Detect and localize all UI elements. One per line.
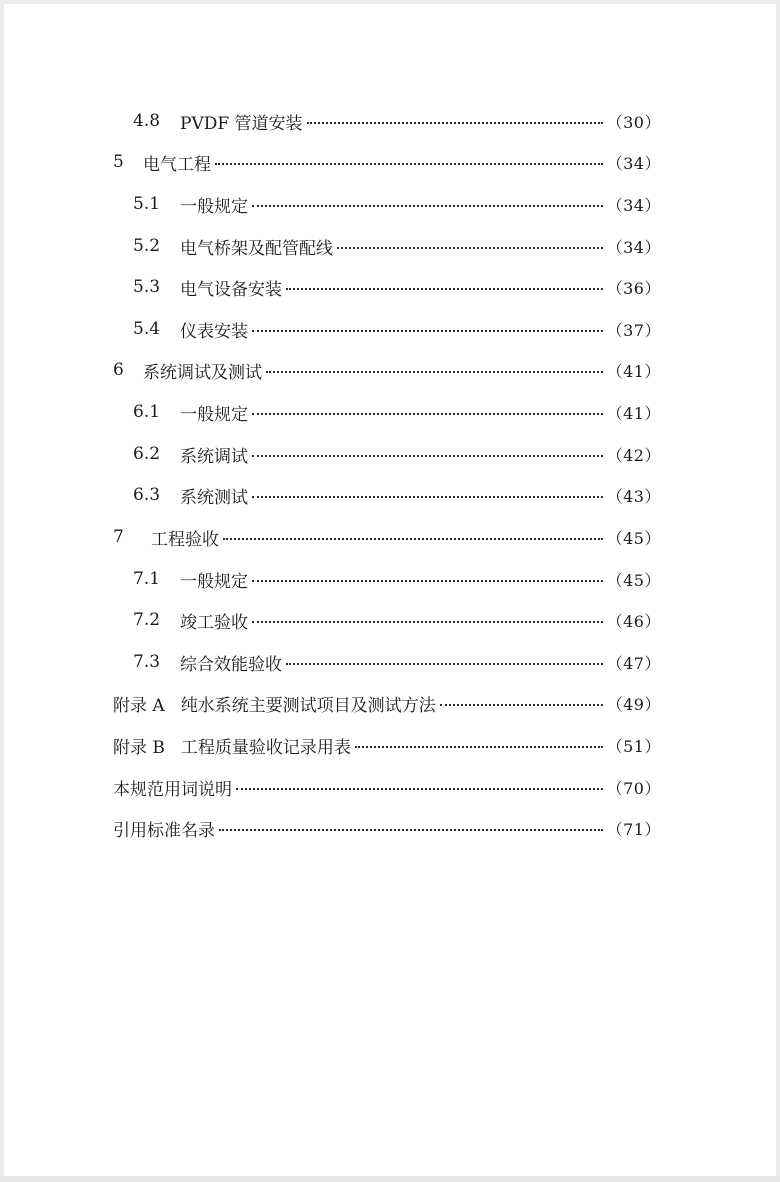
toc-entry-number: 7.1 xyxy=(133,569,161,589)
toc-entry-page: （42） xyxy=(606,445,661,465)
toc-entry-page: （46） xyxy=(606,611,661,631)
dot-leader xyxy=(440,704,603,706)
toc-entry-title: 电气桥架及配管配线 xyxy=(180,238,333,259)
toc-entry-title: 一般规定 xyxy=(180,196,248,217)
toc-entry-5[interactable] xyxy=(113,149,661,175)
toc-entry-appendix-b[interactable] xyxy=(113,732,661,758)
toc-entry-page: （41） xyxy=(606,403,661,423)
toc-entry-page: （43） xyxy=(606,486,661,506)
toc-entry-7-3[interactable] xyxy=(133,649,661,675)
dot-leader xyxy=(252,621,603,623)
dot-leader xyxy=(286,288,603,290)
toc-entry-number: 7.3 xyxy=(133,652,161,672)
toc-entry-page: （36） xyxy=(606,278,661,298)
toc-entry-page: （51） xyxy=(606,736,661,756)
toc-entry-number: 6 xyxy=(113,360,124,380)
toc-entry-number: 7.2 xyxy=(133,610,161,630)
toc-entry-4-8[interactable] xyxy=(133,108,661,134)
toc-entry-title: 本规范用词说明 xyxy=(113,779,232,800)
dot-leader xyxy=(223,538,603,540)
toc-entry-page: （71） xyxy=(606,819,661,839)
toc-entry-title: 纯水系统主要测试项目及测试方法 xyxy=(180,695,436,716)
toc-entry-5-1[interactable] xyxy=(133,191,661,217)
toc-entry-6-1[interactable] xyxy=(133,399,661,425)
toc-entry-number: 6.3 xyxy=(133,485,161,505)
page-bottom-edge xyxy=(0,1176,780,1182)
toc-entry-number: 5.4 xyxy=(133,319,161,339)
toc-entry-number: 6.1 xyxy=(133,402,161,422)
toc-entry-page: （70） xyxy=(606,778,661,798)
toc-entry-5-4[interactable] xyxy=(133,316,661,342)
toc-entry-title: 工程验收 xyxy=(151,529,219,550)
dot-leader xyxy=(252,580,603,582)
dot-leader xyxy=(236,788,603,790)
toc-entry-5-2[interactable] xyxy=(133,233,661,259)
toc-entry-5-3[interactable] xyxy=(133,274,661,300)
toc-entry-title: 综合效能验收 xyxy=(180,654,282,675)
toc-entry-title: 电气工程 xyxy=(143,154,211,175)
toc-entry-7[interactable] xyxy=(113,524,661,550)
toc-entry-title: 一般规定 xyxy=(180,571,248,592)
toc-entry-title: 电气设备安装 xyxy=(180,279,282,300)
toc-entry-wording-explanation[interactable] xyxy=(113,774,661,800)
dot-leader xyxy=(355,746,603,748)
toc-entry-page: （30） xyxy=(606,112,661,132)
toc-entry-page: （37） xyxy=(606,320,661,340)
dot-leader xyxy=(252,496,603,498)
toc-entry-number: 附录 B xyxy=(113,737,165,758)
toc-entry-page: （41） xyxy=(606,361,661,381)
dot-leader xyxy=(252,330,603,332)
toc-entry-title: 仪表安装 xyxy=(180,321,248,342)
toc-entry-page: （34） xyxy=(606,195,661,215)
dot-leader xyxy=(266,371,603,373)
toc-entry-6[interactable] xyxy=(113,357,661,383)
toc-entry-title: 引用标准名录 xyxy=(113,820,215,841)
toc-entry-title: PVDF 管道安装 xyxy=(180,113,303,134)
toc-entry-title: 一般规定 xyxy=(180,404,248,425)
toc-entry-number: 附录 A xyxy=(113,695,165,716)
dot-leader xyxy=(252,205,603,207)
toc-entry-title: 工程质量验收记录用表 xyxy=(180,737,351,758)
document-page xyxy=(4,4,776,1176)
dot-leader xyxy=(215,163,603,165)
table-of-contents xyxy=(4,4,776,1176)
toc-entry-title: 竣工验收 xyxy=(180,612,248,633)
dot-leader xyxy=(337,247,603,249)
dot-leader xyxy=(286,663,603,665)
toc-entry-7-2[interactable] xyxy=(133,607,661,633)
toc-entry-number: 5.3 xyxy=(133,277,161,297)
toc-entry-page: （45） xyxy=(606,528,661,548)
toc-entry-6-2[interactable] xyxy=(133,441,661,467)
toc-entry-number: 7 xyxy=(113,527,124,547)
toc-entry-page: （47） xyxy=(606,653,661,673)
toc-entry-6-3[interactable] xyxy=(133,482,661,508)
toc-entry-number: 5.2 xyxy=(133,236,161,256)
toc-entry-title: 系统调试及测试 xyxy=(143,362,262,383)
dot-leader xyxy=(252,455,603,457)
toc-entry-page: （49） xyxy=(606,694,661,714)
toc-entry-page: （45） xyxy=(606,570,661,590)
toc-entry-title: 系统调试 xyxy=(180,446,248,467)
dot-leader xyxy=(219,829,603,831)
dot-leader xyxy=(252,413,603,415)
toc-entry-cited-standards[interactable] xyxy=(113,815,661,841)
toc-entry-title: 系统测试 xyxy=(180,487,248,508)
toc-entry-page: （34） xyxy=(606,237,661,257)
toc-entry-appendix-a[interactable] xyxy=(113,690,661,716)
toc-entry-page: （34） xyxy=(606,153,661,173)
toc-entry-7-1[interactable] xyxy=(133,566,661,592)
toc-entry-number: 4.8 xyxy=(133,111,161,131)
toc-entry-number: 6.2 xyxy=(133,444,161,464)
toc-entry-number: 5.1 xyxy=(133,194,161,214)
toc-entry-number: 5 xyxy=(113,152,124,172)
dot-leader xyxy=(307,122,603,124)
